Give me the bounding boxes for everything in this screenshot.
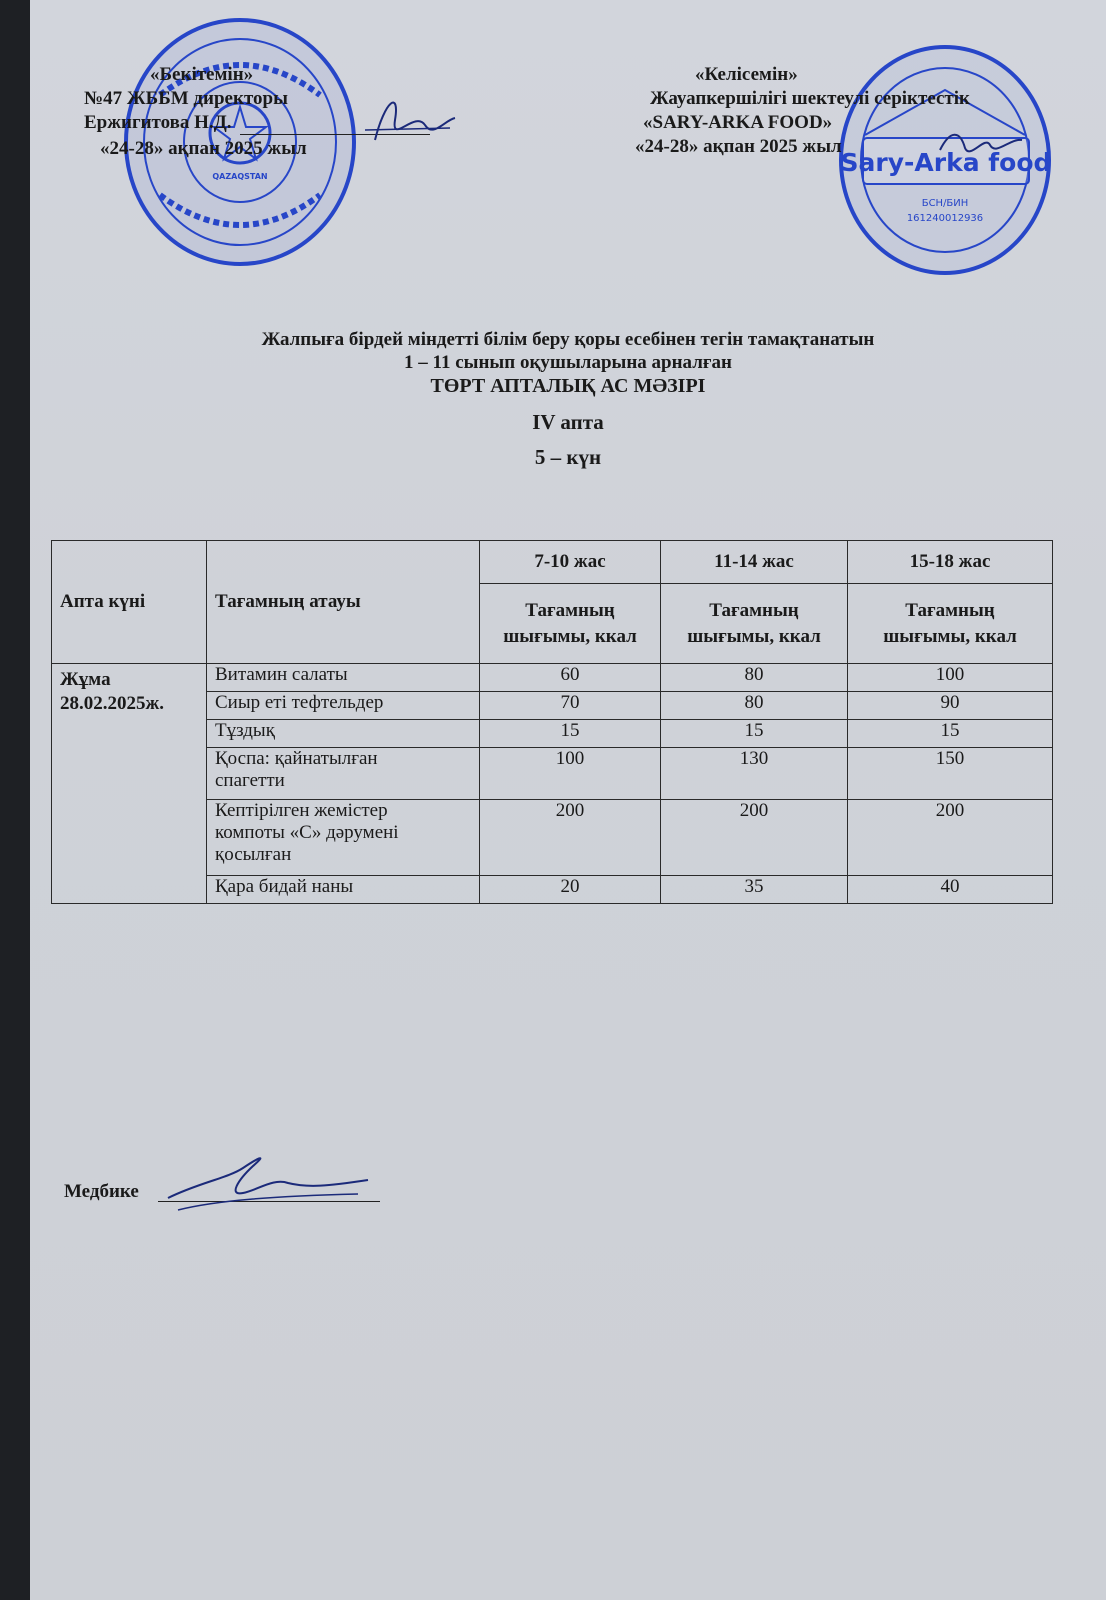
company-signature (930, 120, 1030, 170)
output-header-line-1: Тағамның (525, 599, 615, 621)
menu-table (51, 540, 1053, 904)
approval-name: Ержигитова Н.Д. (84, 112, 232, 133)
kcal-value-cell: 130 (661, 748, 848, 800)
day-date: 28.02.2025ж. (60, 693, 165, 714)
output-header-line-2: шығымы, ккал (883, 625, 1017, 647)
nurse-signature (158, 1148, 388, 1218)
dish-name-line: Тұздық (215, 720, 275, 741)
age-group-header: 11-14 жас (661, 541, 848, 584)
kcal-value-cell: 100 (848, 664, 1053, 692)
approval-date: «24-28» ақпан 2025 жыл (100, 138, 307, 159)
heading-day: 5 – күн (534, 445, 602, 469)
dish-name-cell (207, 876, 480, 904)
day-cell (52, 664, 207, 904)
kcal-value-cell: 15 (480, 720, 661, 748)
heading-week: IV апта (532, 410, 604, 434)
agreement-label: «Келісемін» (695, 64, 798, 85)
seal-bin-label: БСН/БИН (921, 198, 969, 209)
kcal-value-cell: 70 (480, 692, 661, 720)
dish-name-cell (207, 748, 480, 800)
menu-table-body (52, 664, 1053, 904)
output-header (848, 584, 1053, 664)
age-group-header: 15-18 жас (848, 541, 1053, 584)
heading-line-2: 1 – 11 сынып оқушыларына арналған (404, 352, 732, 373)
kcal-value-cell: 60 (480, 664, 661, 692)
kcal-value-cell: 200 (480, 800, 661, 876)
output-header-line-1: Тағамның (709, 599, 799, 621)
dish-name-line: спагетти (215, 770, 285, 791)
approval-position: №47 ЖББМ директоры (84, 88, 288, 109)
dish-name-line: Витамин салаты (215, 664, 348, 685)
dish-name-line: Қара бидай наны (215, 876, 354, 897)
heading-line-1: Жалпыға бірдей міндетті білім беру қоры есебінен тегін тамақтанатын (261, 329, 875, 350)
dish-name-cell (207, 800, 480, 876)
dish-name-line: Сиыр еті тефтельдер (215, 692, 384, 713)
kcal-value-cell: 200 (661, 800, 848, 876)
output-header-line-1: Тағамның (905, 599, 995, 621)
document-page (30, 0, 1106, 1600)
kcal-value-cell: 200 (848, 800, 1053, 876)
dish-name-line: компоты «С» дәрумені (215, 822, 399, 843)
day-name: Жұма (60, 669, 111, 690)
kcal-value-cell: 40 (848, 876, 1053, 904)
dish-name-line: қосылған (215, 844, 292, 865)
kcal-value-cell: 90 (848, 692, 1053, 720)
kcal-value-cell: 20 (480, 876, 661, 904)
dish-name-line: Кептірілген жемістер (215, 800, 388, 821)
dish-name-line: Қоспа: қайнатылған (215, 748, 378, 769)
dish-name-cell (207, 692, 480, 720)
age-group-header: 7-10 жас (480, 541, 661, 584)
agreement-org-type: Жауапкершілігі шектеулі серіктестік (650, 88, 970, 109)
seal-country-text: QAZAQSTAN (212, 172, 268, 181)
output-header (661, 584, 848, 664)
kcal-value-cell: 150 (848, 748, 1053, 800)
kcal-value-cell: 80 (661, 692, 848, 720)
director-signature (355, 80, 465, 160)
dish-name-cell (207, 664, 480, 692)
approval-label: «Бекітемін» (150, 64, 254, 85)
kcal-value-cell: 100 (480, 748, 661, 800)
kcal-value-cell: 15 (661, 720, 848, 748)
agreement-org-name: «SARY-ARKA FOOD» (643, 112, 833, 133)
column-header-day: Апта күні (52, 541, 207, 664)
kcal-value-cell: 35 (661, 876, 848, 904)
nurse-label: Медбике (64, 1181, 139, 1202)
seal-bin-number: 161240012936 (906, 213, 984, 224)
output-header-line-2: шығымы, ккал (503, 625, 637, 647)
table-row (52, 664, 1053, 692)
output-header-line-2: шығымы, ккал (687, 625, 821, 647)
dish-name-cell (207, 720, 480, 748)
kcal-value-cell: 80 (661, 664, 848, 692)
agreement-date: «24-28» ақпан 2025 жыл (635, 136, 842, 157)
heading-line-3: ТӨРТ АПТАЛЫҚ АС МӘЗІРІ (430, 375, 706, 397)
seal-brand-text: Sary-Arka food (840, 148, 1052, 177)
output-header (480, 584, 661, 664)
kcal-value-cell: 15 (848, 720, 1053, 748)
column-header-dish: Тағамның атауы (207, 541, 480, 664)
